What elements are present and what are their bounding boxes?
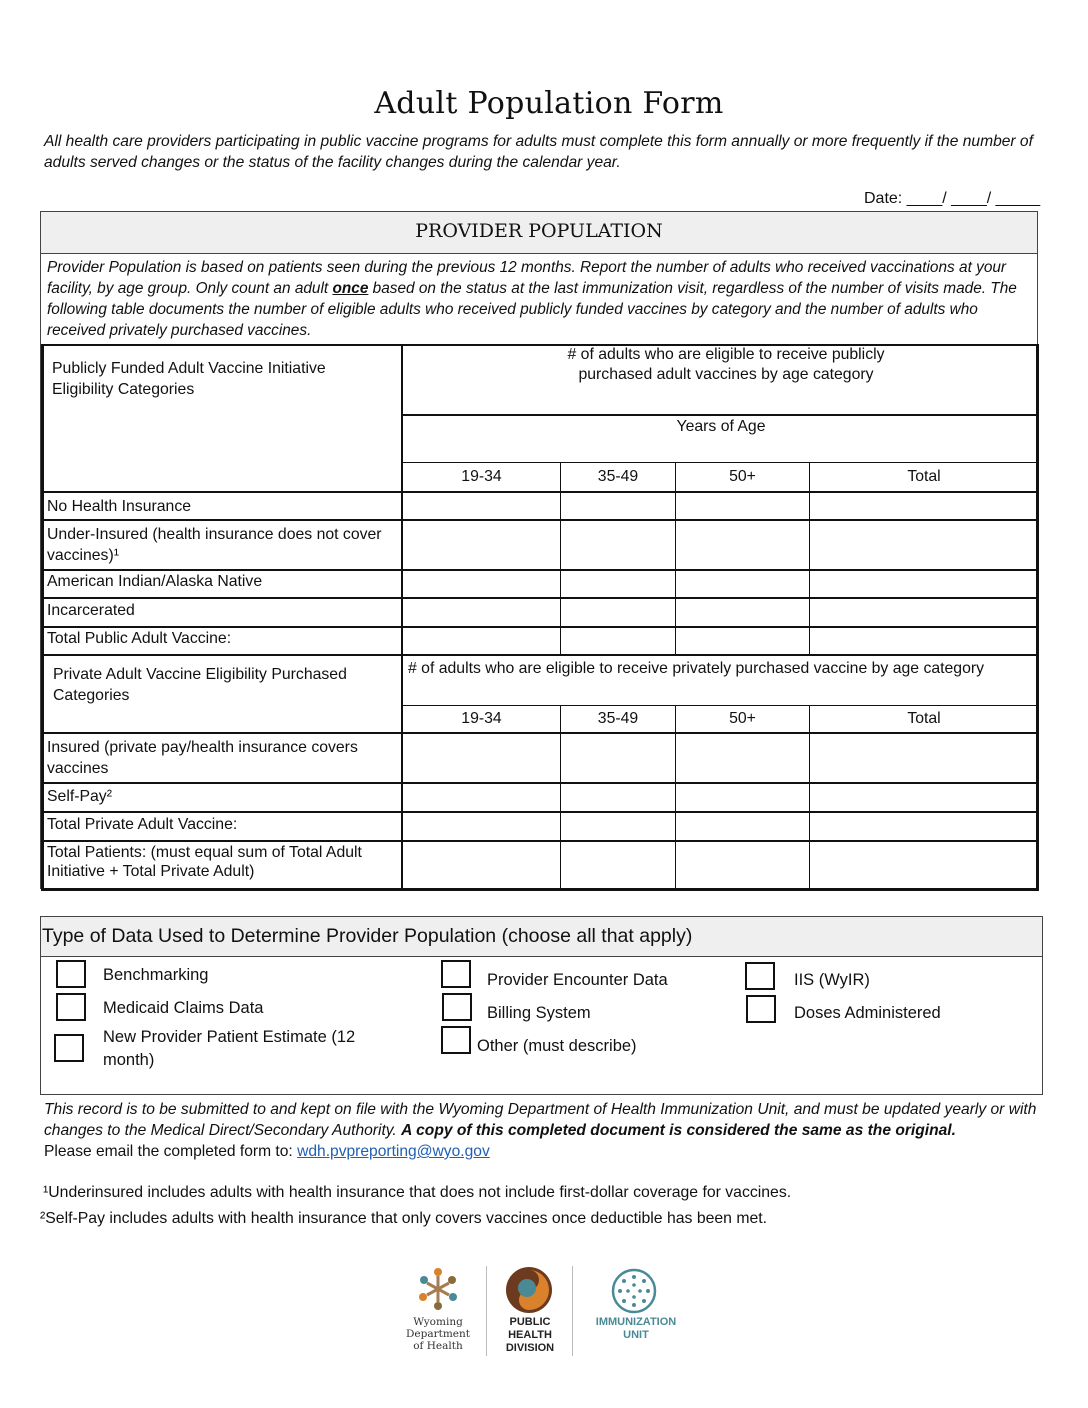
checkbox-medicaid-claims[interactable] (56, 993, 86, 1021)
row-total-public: Total Public Adult Vaccine: (47, 630, 232, 647)
wdh-logo-text (405, 1316, 471, 1352)
email-prefix: Please email the completed form to: (44, 1143, 298, 1160)
imm-logo-text (583, 1316, 689, 1342)
checkbox-other[interactable] (441, 1026, 471, 1054)
wdh-line3: of Health (413, 1340, 463, 1352)
age-col-35-49: 35-49 (597, 468, 639, 485)
imm-line2: UNIT (623, 1329, 649, 1341)
checkbox-iis-wyir[interactable] (745, 962, 775, 990)
age-col-19-34: 19-34 (461, 468, 502, 485)
label-benchmarking: Benchmarking (103, 966, 209, 984)
private-age-col-total: Total (907, 710, 941, 727)
row-total-private: Total Private Adult Vaccine: (47, 816, 238, 833)
desc-emphasis: once (332, 280, 369, 297)
age-col-50plus: 50+ (729, 468, 756, 485)
data-type-header: Type of Data Used to Determine Provider Population (choose all that apply) (41, 917, 1042, 957)
years-of-age-label: Years of Age (676, 418, 766, 435)
row-insured: Insured (private pay/health insurance covers vaccines (47, 739, 358, 777)
desc-part1: Provider Population is based on patients seen during the previous 12 months. Report the number of adults who received vaccinations at your facility, by age group. Only count an adult (47, 259, 1007, 297)
label-doses-administered: Doses Administered (794, 1004, 941, 1022)
label-new-provider-estimate: New Provider Patient Estimate (12 month) (103, 1028, 356, 1069)
provider-population-description (47, 257, 1031, 341)
label-medicaid-claims: Medicaid Claims Data (103, 999, 264, 1017)
intro-text: All health care providers participating in public vaccine programs for adults must complete this form annually or more frequently if the number of adults served changes or the status of the facility changes during the calendar year. (44, 133, 1033, 171)
logo-strip (405, 1262, 695, 1358)
email-link[interactable]: wdh.pvpreporting@wyo.gov (297, 1143, 490, 1160)
checkbox-new-provider-estimate[interactable] (54, 1034, 84, 1062)
submission-note (44, 1099, 1054, 1162)
private-age-col-50plus: 50+ (729, 710, 756, 727)
footnote-1: ¹Underinsured includes adults with health insurance that does not include first-dollar coverage for vaccines. (43, 1184, 792, 1201)
wdh-line2: Department (405, 1328, 470, 1340)
row-under-insured: Under-Insured (health insurance does not cover vaccines)¹ (47, 526, 382, 564)
label-other: Other (must describe) (477, 1037, 637, 1055)
phd-line1: PUBLIC (509, 1316, 551, 1328)
desc-part2: based on the status at the last immunization visit, regardless of the number of visits made. The following table documents the number of eligible adults who received publicly funded vaccines by category and the number of adults who received privately purchased vaccines. (47, 280, 1017, 339)
data-type-section (40, 916, 1043, 1095)
provider-population-section (40, 211, 1038, 889)
private-age-col-19-34: 19-34 (461, 710, 502, 727)
row-self-pay: Self-Pay² (47, 788, 112, 805)
checkbox-benchmarking[interactable] (56, 960, 86, 988)
checkbox-billing-system[interactable] (442, 993, 472, 1021)
public-count-header: # of adults who are eligible to receive publicly purchased adult vaccines by age category (567, 346, 885, 383)
provider-population-header: PROVIDER POPULATION (41, 212, 1037, 254)
label-iis-wyir: IIS (WyIR) (794, 971, 870, 989)
private-count-header: # of adults who are eligible to receive privately purchased vaccine by age category (408, 660, 985, 677)
public-category-header: Publicly Funded Adult Vaccine Initiative Eligibility Categories (52, 360, 326, 398)
imm-line1: IMMUNIZATION (595, 1316, 677, 1328)
page-title: Adult Population Form (374, 86, 724, 121)
label-provider-encounter: Provider Encounter Data (487, 971, 668, 989)
record-text: This record is to be submitted to and kept on file with the Wyoming Department of Health Immunization Unit, and must be updated yearly or with changes to the Medical Direct/Secondary Authority. (44, 1101, 1037, 1139)
date-field[interactable]: Date: ____/ ____/ _____ (864, 190, 1041, 207)
phd-line2: HEALTH (508, 1329, 552, 1341)
row-incarcerated: Incarcerated (47, 602, 135, 619)
label-billing-system: Billing System (487, 1004, 591, 1022)
private-category-header: Private Adult Vaccine Eligibility Purchased Categories (53, 666, 347, 704)
age-col-total: Total (907, 468, 941, 485)
private-age-col-35-49: 35-49 (597, 710, 639, 727)
phd-emblem-icon (505, 1266, 553, 1314)
wdh-line1: Wyoming (413, 1316, 463, 1328)
copy-text: A copy of this completed document is considered the same as the original. (401, 1122, 956, 1139)
checkbox-provider-encounter[interactable] (441, 960, 471, 988)
row-american-indian: American Indian/Alaska Native (47, 573, 263, 590)
footnote-2: ²Self-Pay includes adults with health insurance that only covers vaccines once deductible has been met. (40, 1210, 768, 1227)
phd-logo-text (495, 1316, 565, 1355)
wdh-emblem-icon (415, 1264, 461, 1314)
checkbox-doses-administered[interactable] (746, 995, 776, 1023)
phd-line3: DIVISION (505, 1342, 555, 1354)
row-no-health-insurance: No Health Insurance (47, 498, 192, 515)
immunization-emblem-icon (611, 1268, 657, 1314)
row-total-patients: Total Patients: (must equal sum of Total Adult Initiative + Total Private Adult) (47, 844, 362, 880)
